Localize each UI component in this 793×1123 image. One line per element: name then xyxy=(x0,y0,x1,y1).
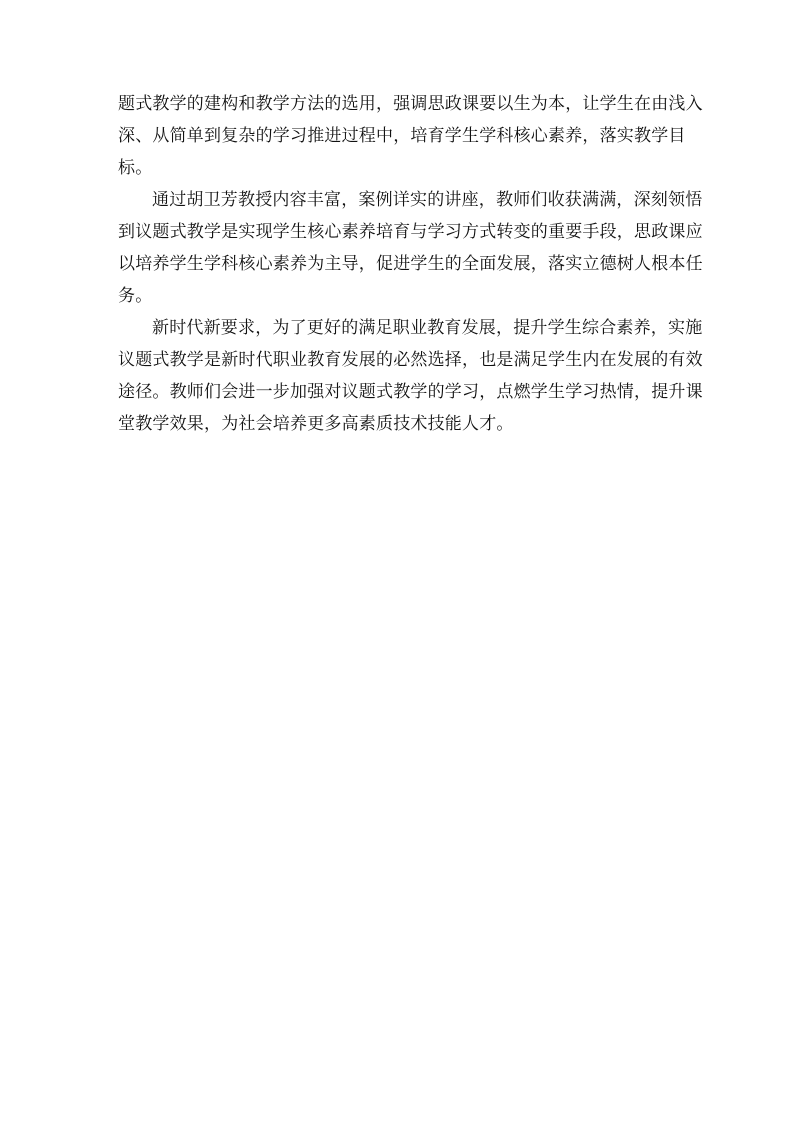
text-line: 题式教学的建构和教学方法的选用，强调思政课要以生为本，让学生在由浅入 xyxy=(118,94,703,114)
paragraph-2 xyxy=(118,184,703,312)
paragraph-3 xyxy=(118,312,703,440)
text-line: 途径。教师们会进一步加强对议题式教学的学习，点燃学生学习热情，提升课 xyxy=(118,382,703,402)
text-line: 务。 xyxy=(118,286,153,306)
text-line: 通过胡卫芳教授内容丰富，案例详实的讲座，教师们收获满满，深刻领悟 xyxy=(152,190,703,210)
text-line: 议题式教学是新时代职业教育发展的必然选择，也是满足学生内在发展的有效 xyxy=(118,350,703,370)
text-line: 以培养学生学科核心素养为主导，促进学生的全面发展，落实立德树人根本任 xyxy=(118,254,703,274)
text-line: 到议题式教学是实现学生核心素养培育与学习方式转变的重要手段，思政课应 xyxy=(118,222,703,242)
text-line: 标。 xyxy=(118,158,153,178)
text-line: 新时代新要求，为了更好的满足职业教育发展，提升学生综合素养，实施 xyxy=(152,318,703,338)
text-line: 堂教学效果，为社会培养更多高素质技术技能人才。 xyxy=(118,414,514,434)
paragraph-1 xyxy=(118,88,703,184)
text-line: 深、从简单到复杂的学习推进过程中，培育学生学科核心素养，落实教学目 xyxy=(118,126,686,146)
document-body xyxy=(118,88,703,440)
